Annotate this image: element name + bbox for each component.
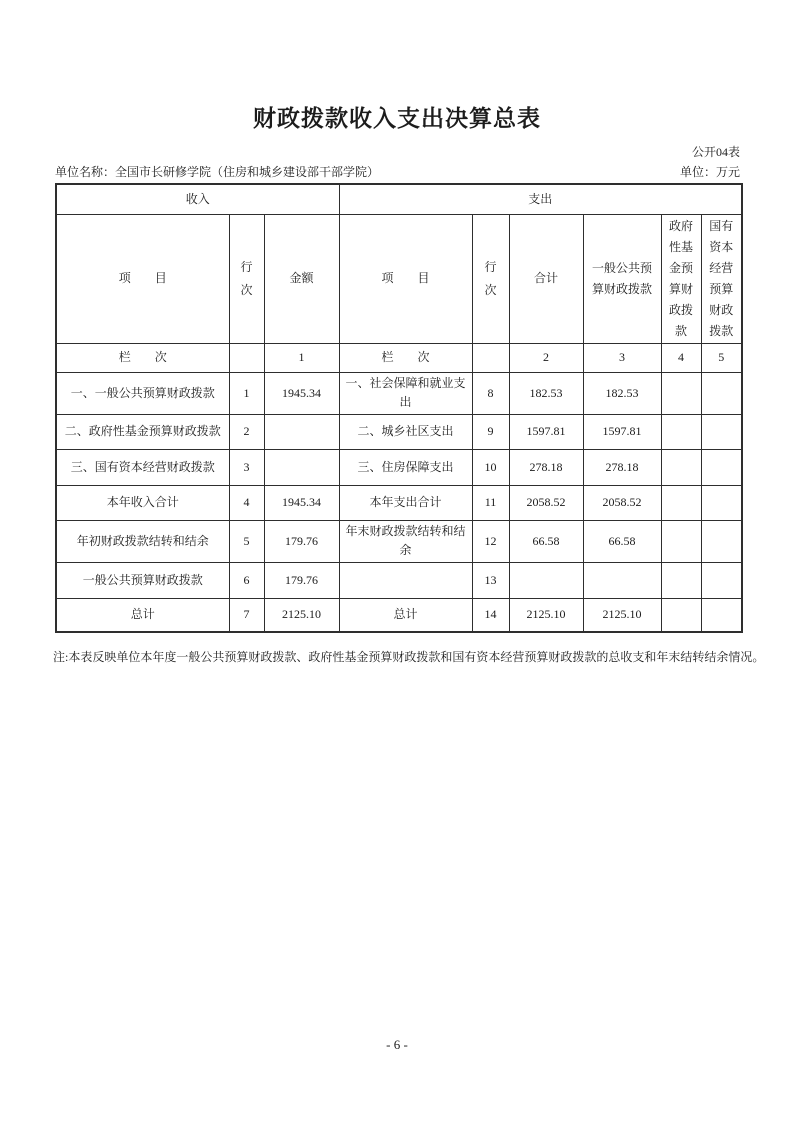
cell-r6-c3	[339, 562, 472, 598]
cell-r7-c8	[701, 598, 742, 632]
income-row-no-label: 行次	[240, 259, 253, 297]
cell-r2-c0: 二、政府性基金预算财政拨款	[56, 414, 229, 449]
col-header-income-item: 项 目	[56, 214, 229, 343]
cell-r7-c5: 2125.10	[509, 598, 583, 632]
cell-r1-c6: 182.53	[583, 372, 661, 414]
table-row-2	[56, 414, 742, 449]
table-row-7	[56, 598, 742, 632]
table-row-4	[56, 485, 742, 520]
budget-table	[55, 183, 743, 633]
cell-r0-c7: 4	[661, 343, 701, 372]
cell-r6-c1: 6	[229, 562, 264, 598]
table-row-5	[56, 520, 742, 562]
cell-r1-c5: 182.53	[509, 372, 583, 414]
income-section-header: 收入	[56, 184, 339, 214]
cell-r4-c5: 2058.52	[509, 485, 583, 520]
table-body	[56, 343, 742, 632]
cell-r1-c2: 1945.34	[264, 372, 339, 414]
cell-r2-c6: 1597.81	[583, 414, 661, 449]
cell-r4-c3: 本年支出合计	[339, 485, 472, 520]
cell-r4-c6: 2058.52	[583, 485, 661, 520]
unit-of-measure: 单位：万元	[679, 165, 740, 179]
cell-r5-c3: 年末财政拨款结转和结余	[339, 520, 472, 562]
cell-r1-c1: 1	[229, 372, 264, 414]
cell-r3-c6: 278.18	[583, 449, 661, 485]
cell-r2-c8	[701, 414, 742, 449]
cell-r3-c2	[264, 449, 339, 485]
cell-r6-c8	[701, 562, 742, 598]
cell-r1-c4: 8	[472, 372, 509, 414]
cell-r7-c3: 总计	[339, 598, 472, 632]
cell-r6-c0: 一般公共预算财政拨款	[56, 562, 229, 598]
table-row-3	[56, 449, 742, 485]
section-header-row	[56, 184, 742, 214]
cell-r5-c1: 5	[229, 520, 264, 562]
table-row-6	[56, 562, 742, 598]
cell-r4-c1: 4	[229, 485, 264, 520]
col-header-expense-govt-fund	[661, 214, 701, 343]
cell-r4-c4: 11	[472, 485, 509, 520]
cell-r7-c2: 2125.10	[264, 598, 339, 632]
cell-r0-c8: 5	[701, 343, 742, 372]
expense-state-capital-label: 国有资本经营预算财政拨款	[709, 218, 734, 338]
cell-r0-c6: 3	[583, 343, 661, 372]
cell-r0-c5: 2	[509, 343, 583, 372]
col-header-income-amount: 金额	[264, 214, 339, 343]
footnote: 注:本表反映单位本年度一般公共预算财政拨款、政府性基金预算财政拨款和国有资本经营预算财政拨款的总收支和年末结转结余情况。	[53, 650, 765, 664]
table-code: 公开04表	[691, 145, 740, 159]
cell-r7-c4: 14	[472, 598, 509, 632]
cell-r3-c0: 三、国有资本经营财政拨款	[56, 449, 229, 485]
cell-r2-c2	[264, 414, 339, 449]
table-row-1	[56, 372, 742, 414]
expense-general-public-label: 一般公共预算财政拨款	[592, 261, 653, 296]
cell-r6-c7	[661, 562, 701, 598]
cell-r0-c2: 1	[264, 343, 339, 372]
cell-r6-c2: 179.76	[264, 562, 339, 598]
cell-r2-c1: 2	[229, 414, 264, 449]
cell-r2-c5: 1597.81	[509, 414, 583, 449]
cell-r5-c4: 12	[472, 520, 509, 562]
cell-r2-c4: 9	[472, 414, 509, 449]
cell-r3-c5: 278.18	[509, 449, 583, 485]
col-header-expense-general-public	[583, 214, 661, 343]
cell-r4-c8	[701, 485, 742, 520]
cell-r5-c2: 179.76	[264, 520, 339, 562]
cell-r0-c3: 栏 次	[339, 343, 472, 372]
cell-r7-c6: 2125.10	[583, 598, 661, 632]
unit-name: 单位名称：全国市长研修学院（住房和城乡建设部干部学院）	[55, 165, 380, 179]
cell-r7-c1: 7	[229, 598, 264, 632]
cell-r2-c7	[661, 414, 701, 449]
cell-r4-c7	[661, 485, 701, 520]
cell-r4-c2: 1945.34	[264, 485, 339, 520]
expense-row-no-label: 行次	[484, 259, 497, 297]
col-header-expense-item: 项 目	[339, 214, 472, 343]
col-header-expense-state-capital	[701, 214, 742, 343]
cell-r1-c3: 一、社会保障和就业支出	[339, 372, 472, 414]
expense-govt-fund-label: 政府性基金预算财政拨款	[669, 218, 694, 338]
cell-r0-c0: 栏 次	[56, 343, 229, 372]
cell-r3-c8	[701, 449, 742, 485]
cell-r0-c1	[229, 343, 264, 372]
cell-r6-c6	[583, 562, 661, 598]
col-header-income-row-no	[229, 214, 264, 343]
expense-section-header: 支出	[339, 184, 742, 214]
cell-r3-c3: 三、住房保障支出	[339, 449, 472, 485]
cell-r5-c0: 年初财政拨款结转和结余	[56, 520, 229, 562]
cell-r6-c5	[509, 562, 583, 598]
cell-r7-c0: 总计	[56, 598, 229, 632]
cell-r3-c4: 10	[472, 449, 509, 485]
col-header-expense-row-no	[472, 214, 509, 343]
col-header-expense-total: 合计	[509, 214, 583, 343]
cell-r1-c0: 一、一般公共预算财政拨款	[56, 372, 229, 414]
cell-r6-c4: 13	[472, 562, 509, 598]
cell-r7-c7	[661, 598, 701, 632]
cell-r4-c0: 本年收入合计	[56, 485, 229, 520]
cell-r5-c5: 66.58	[509, 520, 583, 562]
cell-r3-c7	[661, 449, 701, 485]
cell-r1-c7	[661, 372, 701, 414]
cell-r2-c3: 二、城乡社区支出	[339, 414, 472, 449]
meta-row	[55, 163, 740, 180]
column-header-row	[56, 214, 742, 343]
cell-r0-c4	[472, 343, 509, 372]
table-row-0	[56, 343, 742, 372]
cell-r5-c6: 66.58	[583, 520, 661, 562]
cell-r3-c1: 3	[229, 449, 264, 485]
page-number: - 6 -	[386, 1037, 408, 1052]
page-title: 财政拨款收入支出决算总表	[253, 105, 541, 131]
cell-r5-c7	[661, 520, 701, 562]
cell-r5-c8	[701, 520, 742, 562]
cell-r1-c8	[701, 372, 742, 414]
